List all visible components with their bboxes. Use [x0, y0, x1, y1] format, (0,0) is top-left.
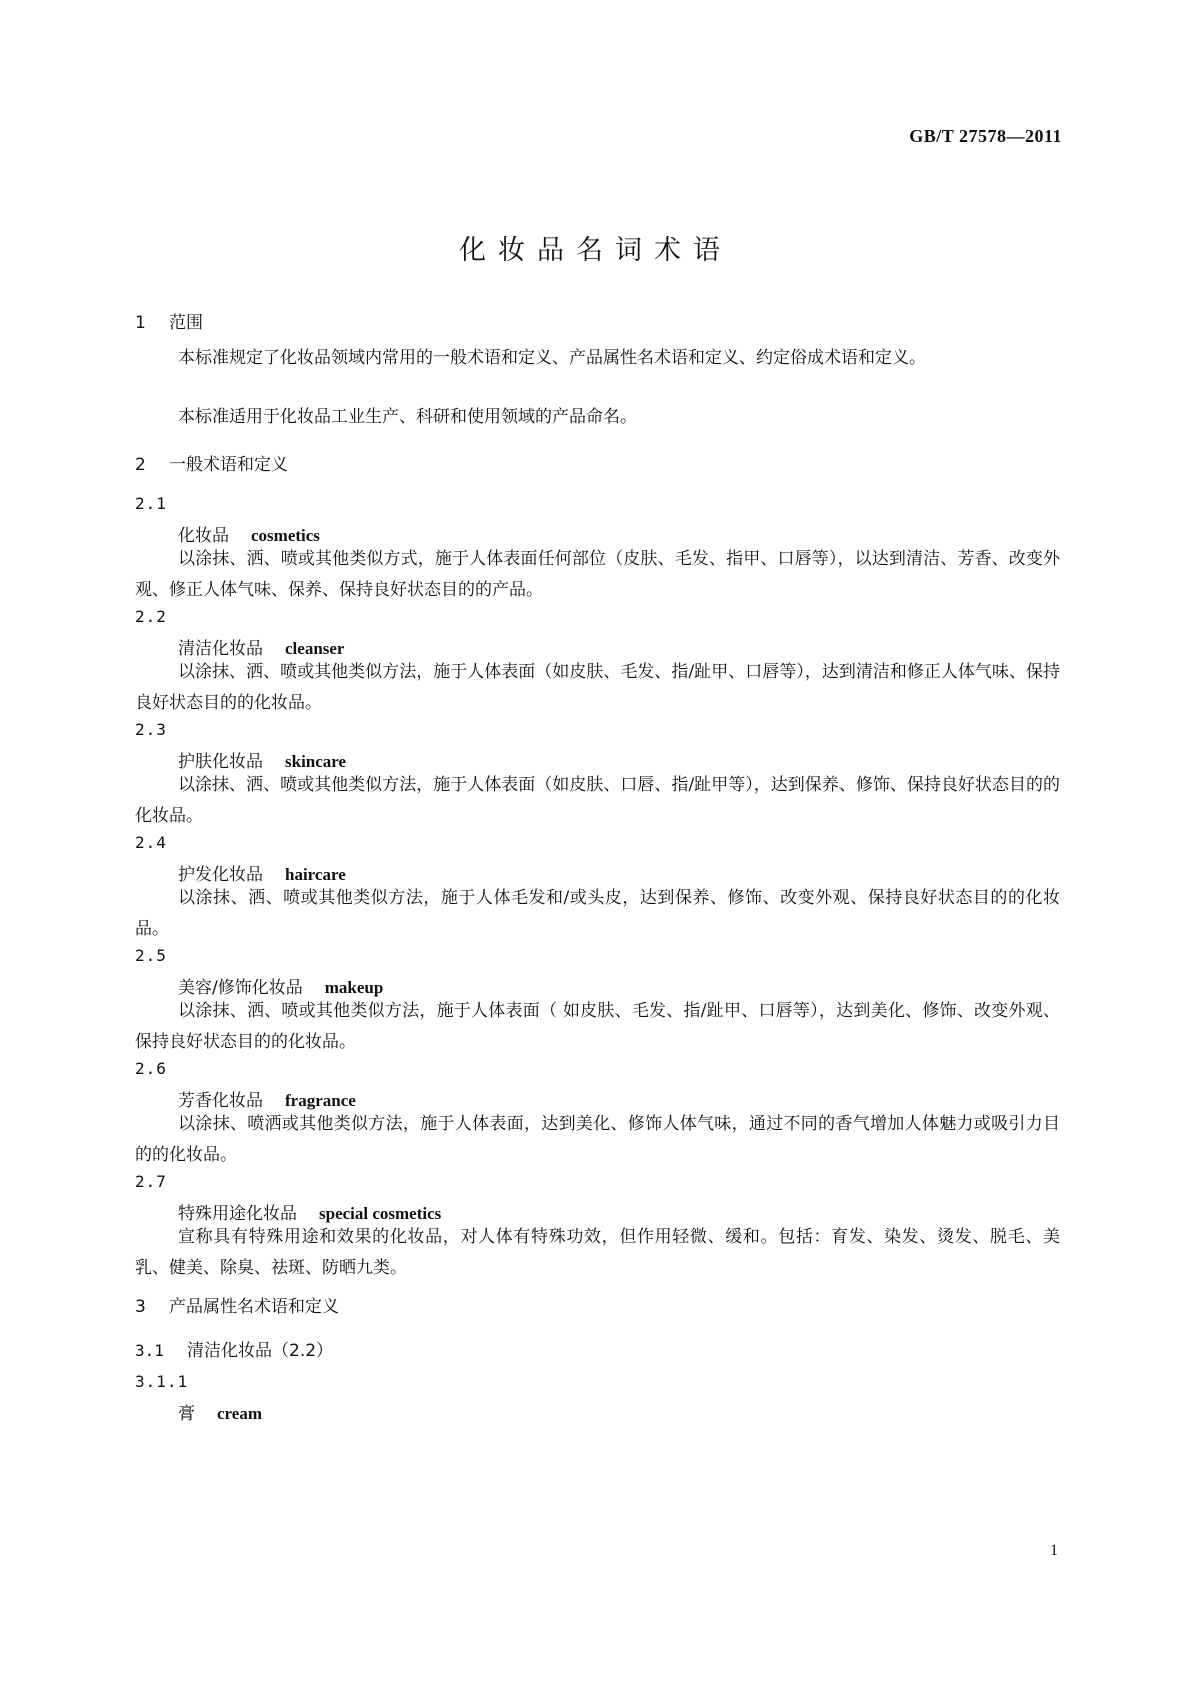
term-definition: 以涂抹、洒、喷或其他类似方法，施于人体表面（如皮肤、口唇、指/趾甲等），达到保养、修饰、保持良好状态目的的化妆品。: [135, 775, 1060, 826]
term-definition: 以涂抹、洒、喷或其他类似方式，施于人体表面任何部位（皮肤、毛发、指甲、口唇等），以达到清洁、芳香、改变外观、修正人体气味、保养、保持良好状态目的的产品。: [135, 549, 1060, 600]
term-heading: [178, 1399, 262, 1424]
document-title: 化妆品名词术语: [459, 235, 732, 266]
term-number: 2.2: [135, 607, 167, 626]
term-number: 3.1.1: [135, 1372, 189, 1391]
term-en: cosmetics: [251, 526, 320, 545]
term-heading: [178, 521, 320, 546]
term-number: 2.4: [135, 833, 167, 852]
term-definition: 以涂抹、洒、喷或其他类似方法，施于人体毛发和/或头皮，达到保养、修饰、改变外观、保持良好状态目的的化妆品。: [135, 888, 1060, 939]
term-heading: [178, 1086, 356, 1111]
term-zh: 美容/修饰化妆品: [178, 978, 303, 998]
subsection-heading: [135, 1336, 333, 1361]
section-title: 一般术语和定义: [169, 455, 288, 475]
term-number: 2.5: [135, 946, 167, 965]
term-zh: 芳香化妆品: [178, 1091, 263, 1111]
term-zh: 特殊用途化妆品: [178, 1204, 297, 1224]
section-title: 范围: [169, 313, 203, 333]
term-definition: 以涂抹、喷洒或其他类似方法，施于人体表面，达到美化、修饰人体气味，通过不同的香气增加人体魅力或吸引力目的的化妆品。: [135, 1114, 1060, 1165]
term-en: fragrance: [285, 1091, 356, 1110]
section-3-heading: [135, 1292, 339, 1317]
term-definition: 以涂抹、洒、喷或其他类似方法，施于人体表面（如皮肤、毛发、指/趾甲、口唇等），达到清洁和修正人体气味、保持良好状态目的的化妆品。: [135, 662, 1060, 713]
term-number: 2.3: [135, 720, 167, 739]
term-zh: 清洁化妆品: [178, 639, 263, 659]
section-title: 产品属性名术语和定义: [169, 1297, 339, 1317]
term-heading: [178, 1199, 441, 1224]
section-number: 2: [135, 455, 146, 475]
term-heading: [178, 860, 346, 885]
term-en: makeup: [324, 978, 384, 997]
subsection-number: 3.1: [135, 1341, 164, 1360]
term-zh: 膏: [178, 1404, 195, 1424]
term-en: cream: [217, 1404, 262, 1423]
term-heading: [178, 634, 344, 659]
section-1-paragraph-2: 本标准适用于化妆品工业生产、科研和使用领域的产品命名。: [178, 407, 637, 427]
section-1-paragraph-1: 本标准规定了化妆品领域内常用的一般术语和定义、产品属性名术语和定义、约定俗成术语和定义。: [178, 348, 926, 368]
term-en: haircare: [285, 865, 346, 884]
term-definition: 以涂抹、洒、喷或其他类似方法，施于人体表面（ 如皮肤、毛发、指/趾甲、口唇等），达到美化、修饰、改变外观、保持良好状态目的的化妆品。: [135, 1001, 1060, 1052]
term-zh: 护发化妆品: [178, 865, 263, 885]
section-2-heading: [135, 450, 288, 475]
term-zh: 化妆品: [178, 526, 229, 546]
term-number: 2.1: [135, 494, 167, 513]
term-number: 2.7: [135, 1172, 167, 1191]
term-heading: [178, 747, 346, 772]
term-number: 2.6: [135, 1059, 167, 1078]
section-1-heading: [135, 308, 203, 333]
term-en: skincare: [285, 752, 347, 771]
term-heading: [178, 973, 383, 998]
section-number: 3: [135, 1297, 146, 1317]
standard-code: GB/T 27578—2011: [909, 126, 1062, 146]
term-definition: 宣称具有特殊用途和效果的化妆品，对人体有特殊功效，但作用轻微、缓和。包括：育发、染发、烫发、脱毛、美乳、健美、除臭、祛斑、防晒九类。: [135, 1227, 1060, 1278]
term-en: special cosmetics: [319, 1204, 442, 1223]
term-en: cleanser: [285, 639, 345, 658]
section-number: 1: [135, 313, 146, 333]
term-zh: 护肤化妆品: [178, 752, 263, 772]
subsection-title: 清洁化妆品（2.2）: [187, 1341, 334, 1361]
page-number: 1: [1050, 1542, 1058, 1559]
